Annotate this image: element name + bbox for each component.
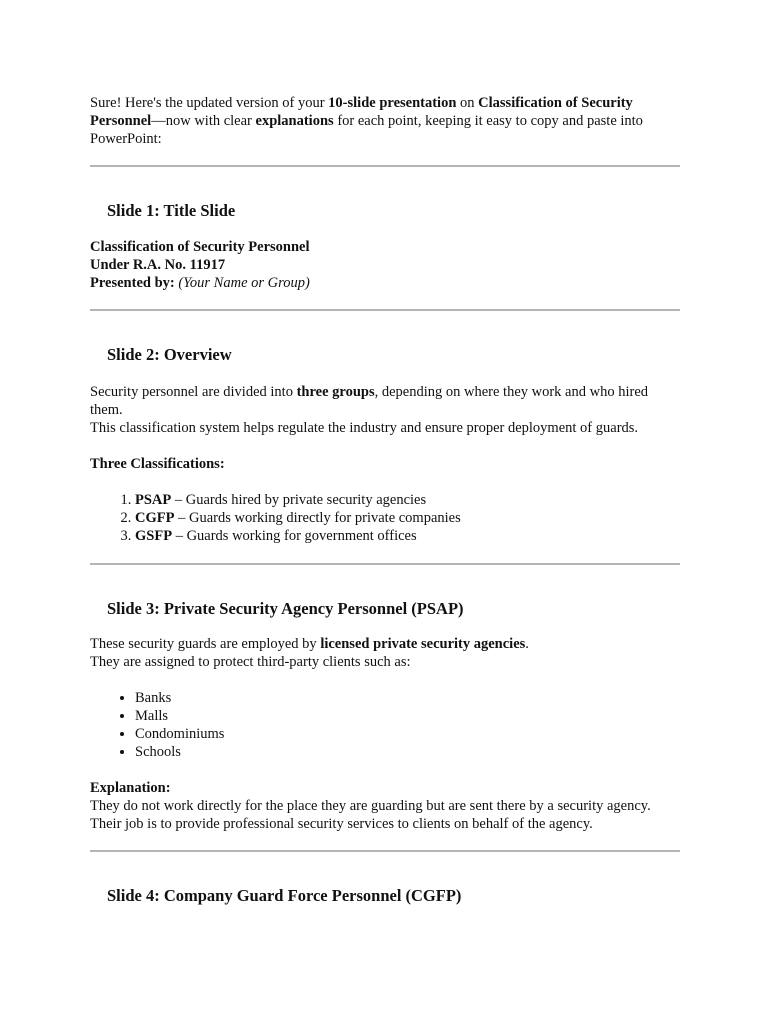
document-page	[90, 94, 680, 906]
intro-bold-topic: Classification of Security Personnel	[90, 95, 633, 129]
classification-desc: – Guards working for government offices	[172, 528, 417, 544]
slide-2-bold-three-groups: three groups	[296, 384, 375, 400]
list-item: • Condominiums	[135, 725, 680, 743]
slide-1-title: Classification of Security Personnel	[90, 239, 310, 255]
slide-3-text: These security guards are employed by	[90, 636, 321, 652]
slide-3-text: .	[525, 636, 529, 652]
intro-paragraph	[90, 94, 680, 148]
classification-desc: – Guards hired by private security agencies	[171, 492, 427, 508]
list-item: • Banks	[135, 689, 680, 707]
three-classifications-label: Three Classifications:	[90, 456, 225, 472]
list-item	[135, 491, 680, 509]
slide-1-title-line	[90, 238, 680, 256]
list-item: • Schools	[135, 743, 680, 761]
list-item: • Malls	[135, 707, 680, 725]
slide-2-text: , depending on where they work and who hired them.	[90, 384, 649, 418]
divider	[90, 309, 680, 311]
slide-2-heading: Slide 2: Overview	[107, 345, 232, 364]
slide-3-heading: Slide 3: Private Security Agency Personnel (PSAP)	[107, 599, 464, 618]
classification-abbr: GSFP	[135, 528, 173, 544]
slide-1-heading: Slide 1: Title Slide	[107, 201, 236, 220]
slide-2-text: Security personnel are divided into	[90, 384, 297, 400]
list-item	[135, 527, 680, 545]
slide-2-paragraph	[90, 383, 680, 437]
intro-bold-explanations: explanations	[255, 113, 334, 129]
slide-3-paragraph	[90, 635, 680, 671]
list-item	[135, 509, 680, 527]
divider	[90, 850, 680, 852]
classification-list	[90, 491, 680, 545]
divider	[90, 563, 680, 565]
classification-abbr: CGFP	[135, 510, 175, 526]
intro-text: —now with clear	[151, 113, 256, 129]
client-list	[90, 689, 680, 761]
slide-3-bold-agencies: licensed private security agencies	[320, 636, 526, 652]
explanation-label-line	[90, 779, 680, 797]
intro-text: on	[456, 95, 479, 111]
explanation-text: They do not work directly for the place they are guarding but are sent there by a security agency. Their job is to provide professional security services to clients on behalf of the agency.	[90, 798, 651, 832]
slide-2-list-heading	[90, 455, 680, 473]
intro-bold-presentation: 10-slide presentation	[328, 95, 457, 111]
presented-by-label: Presented by:	[90, 275, 175, 291]
slide-1-subtitle-line	[90, 256, 680, 274]
divider	[90, 165, 680, 167]
slide-1-presented-line	[90, 274, 680, 292]
intro-text: for each point, keeping it easy to copy and paste into PowerPoint:	[90, 113, 643, 147]
intro-text: Sure! Here's the updated version of your	[90, 95, 329, 111]
classification-abbr: PSAP	[135, 492, 172, 508]
slide-3-text: They are assigned to protect third-party clients such as:	[90, 654, 411, 670]
slide-1-subtitle: Under R.A. No. 11917	[90, 257, 226, 273]
slide-4-heading: Slide 4: Company Guard Force Personnel (CGFP)	[107, 886, 462, 905]
slide-2-text: This classification system helps regulate the industry and ensure proper deployment of guards.	[90, 420, 639, 436]
classification-desc: – Guards working directly for private companies	[174, 510, 461, 526]
presented-by-value: (Your Name or Group)	[178, 275, 310, 291]
explanation-label: Explanation:	[90, 780, 171, 796]
